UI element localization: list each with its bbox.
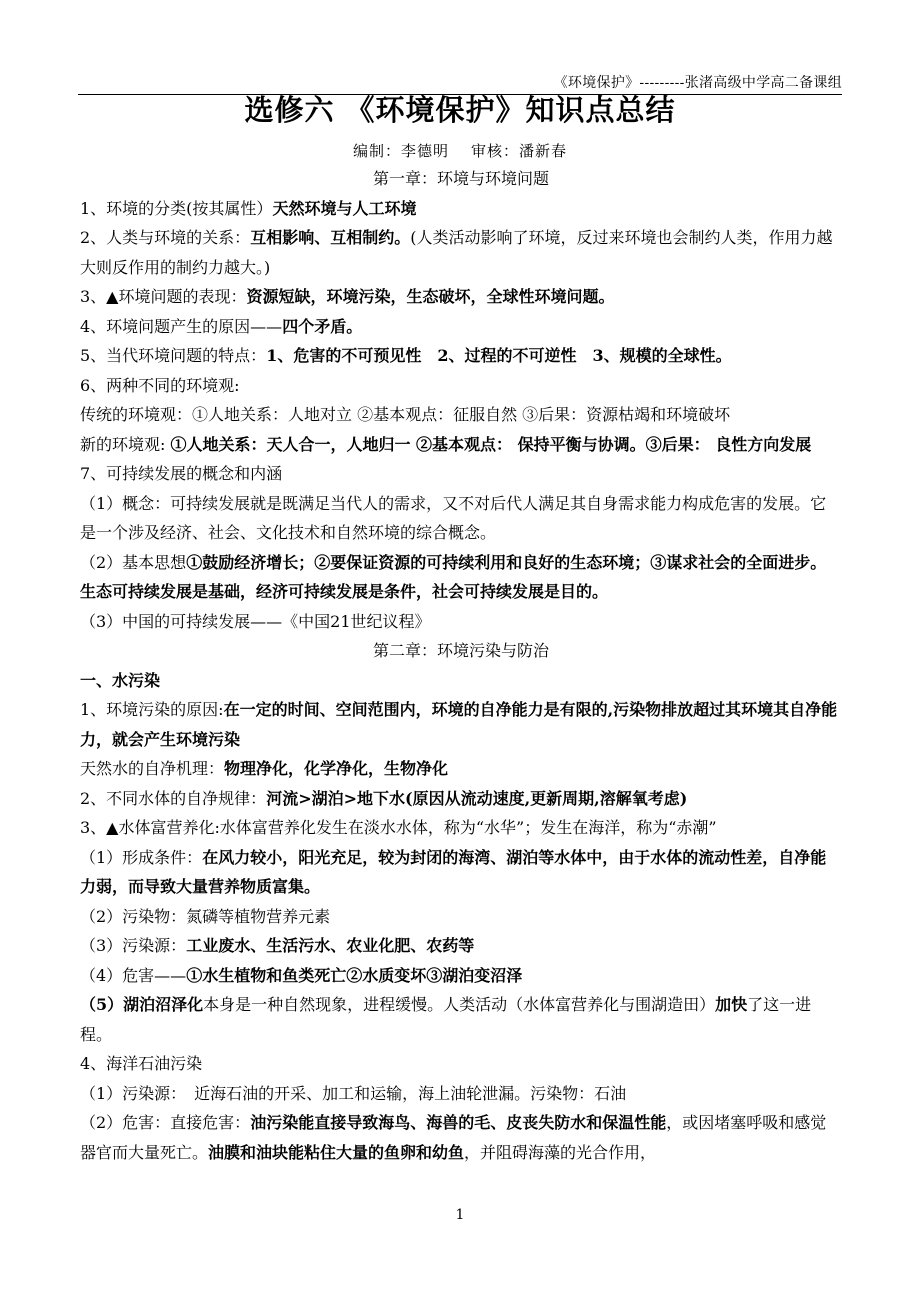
item-5: 5、当代环境问题的特点：1、危害的不可预见性 2、过程的不可逆性 3、规模的全球性。 xyxy=(80,346,732,365)
item-1: 1、环境的分类(按其属性）天然环境与人工环境 xyxy=(80,198,417,218)
water-item-1: 1、环境污染的原因:在一定的时间、空间范围内，环境的自净能力是有限的,污染物排放超过其环境其自净能力，就会产生环境污染 xyxy=(80,700,838,749)
header-note: 《环境保护》---------张渚高级中学高二备课组 xyxy=(553,75,842,91)
item-2: 2、人类与环境的关系：互相影响、互相制约。(人类活动影响了环境，反过来环境也会制约人类，作用力越大则反作用的制约力越大。) xyxy=(80,228,833,277)
item-4: 4、环境问题产生的原因——四个矛盾。 xyxy=(80,316,363,336)
water-item-3-4: （4）危害——①水生植物和鱼类死亡②水质变坏③湖泊变沼泽 xyxy=(80,965,523,985)
water-item-2: 2、不同水体的自净规律：河流>湖泊>地下水(原因从流动速度,更新周期,溶解氧考虑) xyxy=(80,788,688,808)
item-6-traditional: 传统的环境观：①人地关系：人地对立 ②基本观点：征服自然 ③后果：资源枯竭和环境破坏 xyxy=(80,405,731,424)
water-item-3-2: （2）污染物：氮磷等植物营养元素 xyxy=(80,906,331,926)
document-title: 选修六 《环境保护》知识点总结 xyxy=(244,93,676,127)
section-water-pollution: 一、水污染 xyxy=(80,670,161,690)
page-number: 1 xyxy=(455,1207,465,1223)
water-item-3-5: （5）湖泊沼泽化本身是一种自然现象，进程缓慢。人类活动（水体富营养化与围湖造田）加快了这一进程。 xyxy=(80,995,812,1044)
editors-line xyxy=(0,140,920,161)
item-6-new: 新的环境观: ①人地关系：天人合一，人地归一 ②基本观点： 保持平衡与协调。③后果： 良性方向发展 xyxy=(80,434,812,454)
water-item-3: 3、▲水体富营养化:水体富营养化发生在淡水水体，称为“水华”；发生在海洋，称为“赤潮” xyxy=(80,818,717,837)
water-item-3-3: （3）污染源：工业废水、生活污水、农业化肥、农药等 xyxy=(80,936,475,955)
document-body xyxy=(80,164,842,1167)
item-7-1: （1）概念：可持续发展就是既满足当代人的需求，又不对后代人满足其自身需求能力构成危害的发展。它是一个涉及经济、社会、文化技术和自然环境的综合概念。 xyxy=(80,493,827,542)
chapter1-heading: 第一章：环境与环境问题 xyxy=(372,169,549,188)
reviewer: 审核：潘新春 xyxy=(471,142,568,160)
water-item-3-1: （1）形成条件：在风力较小，阳光充足，较为封闭的海湾、湖泊等水体中，由于水体的流动性差，自净能力弱，而导致大量营养物质富集。 xyxy=(80,847,827,896)
water-item-4: 4、海洋石油污染 xyxy=(80,1054,203,1073)
chapter2-heading: 第二章：环境污染与防治 xyxy=(372,641,549,660)
item-7-3: （3）中国的可持续发展——《中国21世纪议程》 xyxy=(80,611,431,631)
item-7-2: （2）基本思想①鼓励经济增长；②要保证资源的可持续利用和良好的生态环境；③谋求社会的全面进步。生态可持续发展是基础，经济可持续发展是条件，社会可持续发展是目的。 xyxy=(80,552,827,601)
water-item-4-2: （2）危害：直接危害：油污染能直接导致海鸟、海兽的毛、皮丧失防水和保温性能，或因堵塞呼吸和感觉器官而大量死亡。油膜和油块能粘住大量的鱼卵和幼鱼，并阻碍海藻的光合作用， xyxy=(80,1113,827,1162)
water-item-1-mechanism: 天然水的自净机理：物理净化，化学净化，生物净化 xyxy=(80,759,449,778)
item-7: 7、可持续发展的概念和内涵 xyxy=(80,464,283,483)
item-3: 3、▲环境问题的表现：资源短缺，环境污染，生态破坏，全球性环境问题。 xyxy=(80,287,615,306)
compiler: 编制：李德明 xyxy=(352,142,449,160)
water-item-4-1: （1）污染源： 近海石油的开采、加工和运输，海上油轮泄漏。污染物：石油 xyxy=(80,1083,627,1103)
item-6: 6、两种不同的环境观: xyxy=(80,375,240,395)
